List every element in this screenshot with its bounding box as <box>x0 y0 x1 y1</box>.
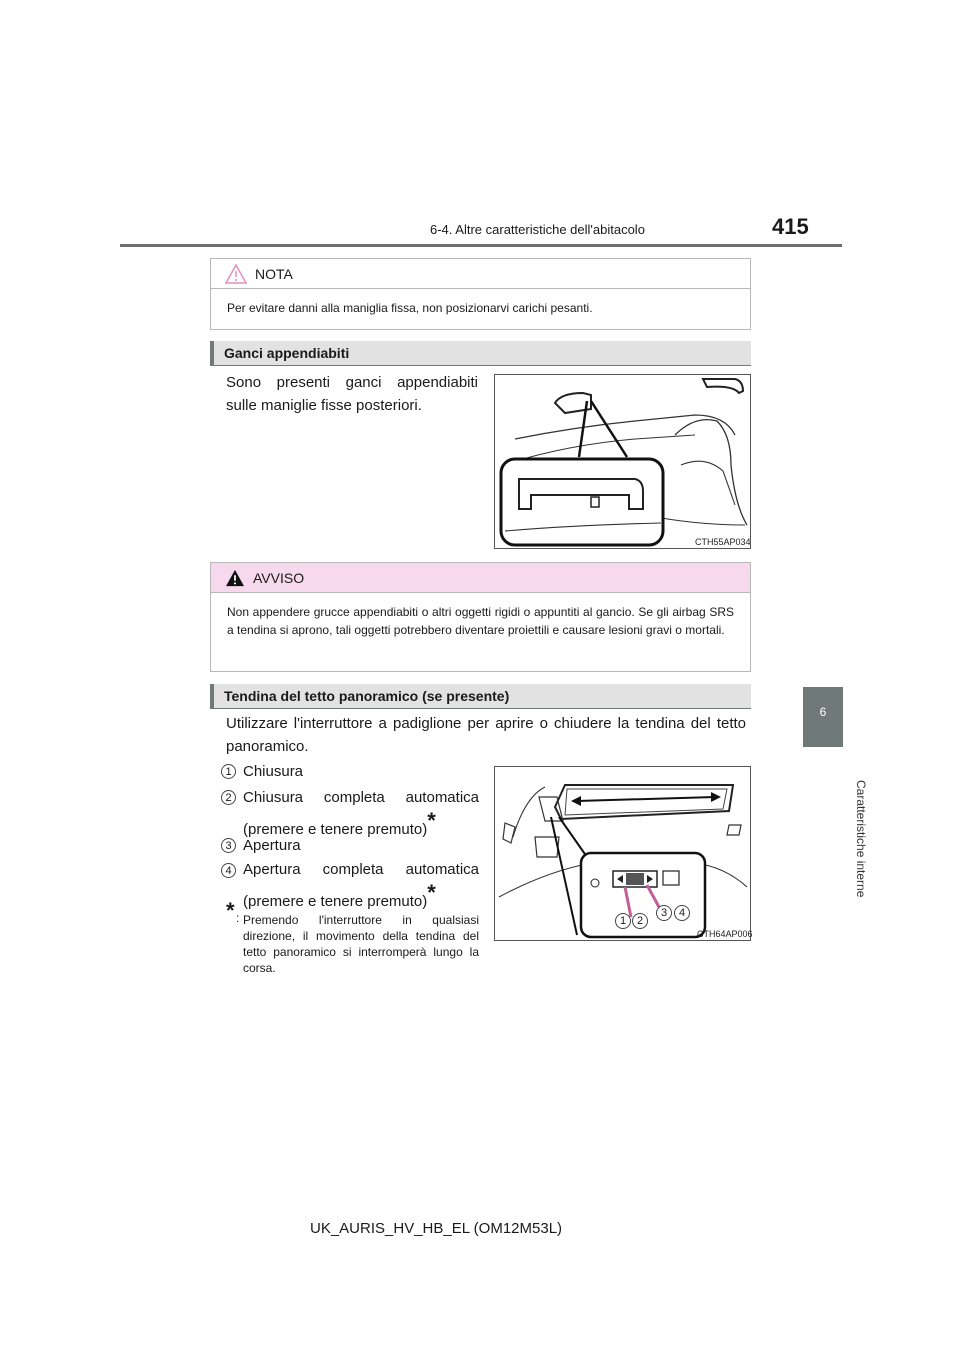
hanger-hook-illustration <box>495 375 750 548</box>
chapter-title: Caratteristiche interne <box>854 780 868 898</box>
ganci-description: Sono presenti ganci appendiabiti sulle maniglie fisse posteriori. <box>226 374 478 414</box>
footnote-star: * <box>226 898 235 923</box>
section-rule <box>210 708 751 709</box>
page-number: 415 <box>772 214 809 239</box>
section-title-tendina: Tendina del tetto panoramico (se presente) <box>224 688 510 704</box>
roof-shade-figure <box>494 766 751 941</box>
section-rule <box>210 365 751 366</box>
figure-label-1: 1 <box>615 913 631 929</box>
figure-label-2: 2 <box>632 913 648 929</box>
chapter-number: 6 <box>819 705 827 719</box>
avviso-header <box>211 563 750 593</box>
chapter-tab <box>803 687 843 747</box>
warning-icon <box>225 569 245 587</box>
list-number-3: 3 <box>221 838 236 853</box>
footnote-star: * <box>427 808 436 833</box>
hanger-hook-figure <box>494 374 751 549</box>
list-item-chiusura-auto: Chiusura completa automatica (premere e tenere premuto)* <box>243 789 479 838</box>
nota-text: Per evitare danni alla maniglia fissa, non posizionarvi carichi pesanti. <box>227 301 593 315</box>
running-header-section: 6-4. Altre caratteristiche dell'abitacolo <box>430 222 645 237</box>
avviso-text: Non appendere grucce appendiabiti o altri oggetti rigidi o appuntiti al gancio. Se gli airbag SRS a tendina si aprono, tali oggetti potrebbero diventare proiettili e causare lesioni gravi o mortali. <box>227 605 734 637</box>
footnote-text: Premendo l'interruttore in qualsiasi direzione, il movimento della tendina del tetto panoramico si interromperà lungo la corsa. <box>243 913 479 975</box>
nota-box <box>210 258 751 330</box>
tendina-intro: Utilizzare l'interruttore a padiglione per aprire o chiudere la tendina del tetto panoramico. <box>226 715 746 755</box>
list-item-chiusura: Chiusura <box>243 763 304 780</box>
nota-header <box>211 259 750 289</box>
document-footer: UK_AURIS_HV_HB_EL (OM12M53L) <box>310 1220 563 1237</box>
section-header-tendina <box>210 684 751 708</box>
list-item-apertura: Apertura <box>243 837 301 854</box>
figure-code: CTH64AP006 <box>697 929 753 939</box>
avviso-title: AVVISO <box>253 569 305 586</box>
figure-code: CTH55AP034 <box>695 537 751 547</box>
list-number-4: 4 <box>221 863 236 878</box>
header-rule <box>120 244 842 247</box>
caution-outline-icon <box>225 264 247 284</box>
list-number-2: 2 <box>221 790 236 805</box>
figure-label-3: 3 <box>656 905 672 921</box>
section-header-ganci <box>210 341 751 365</box>
avviso-box <box>210 562 751 672</box>
section-title-ganci: Ganci appendiabiti <box>224 345 350 361</box>
footnote-colon: : <box>236 911 240 925</box>
list-number-1: 1 <box>221 764 236 779</box>
figure-label-4: 4 <box>674 905 690 921</box>
footnote-star: * <box>427 880 436 905</box>
nota-title: NOTA <box>255 265 293 282</box>
list-item-apertura-auto: Apertura completa automatica (premere e tenere premuto)* <box>243 861 479 910</box>
